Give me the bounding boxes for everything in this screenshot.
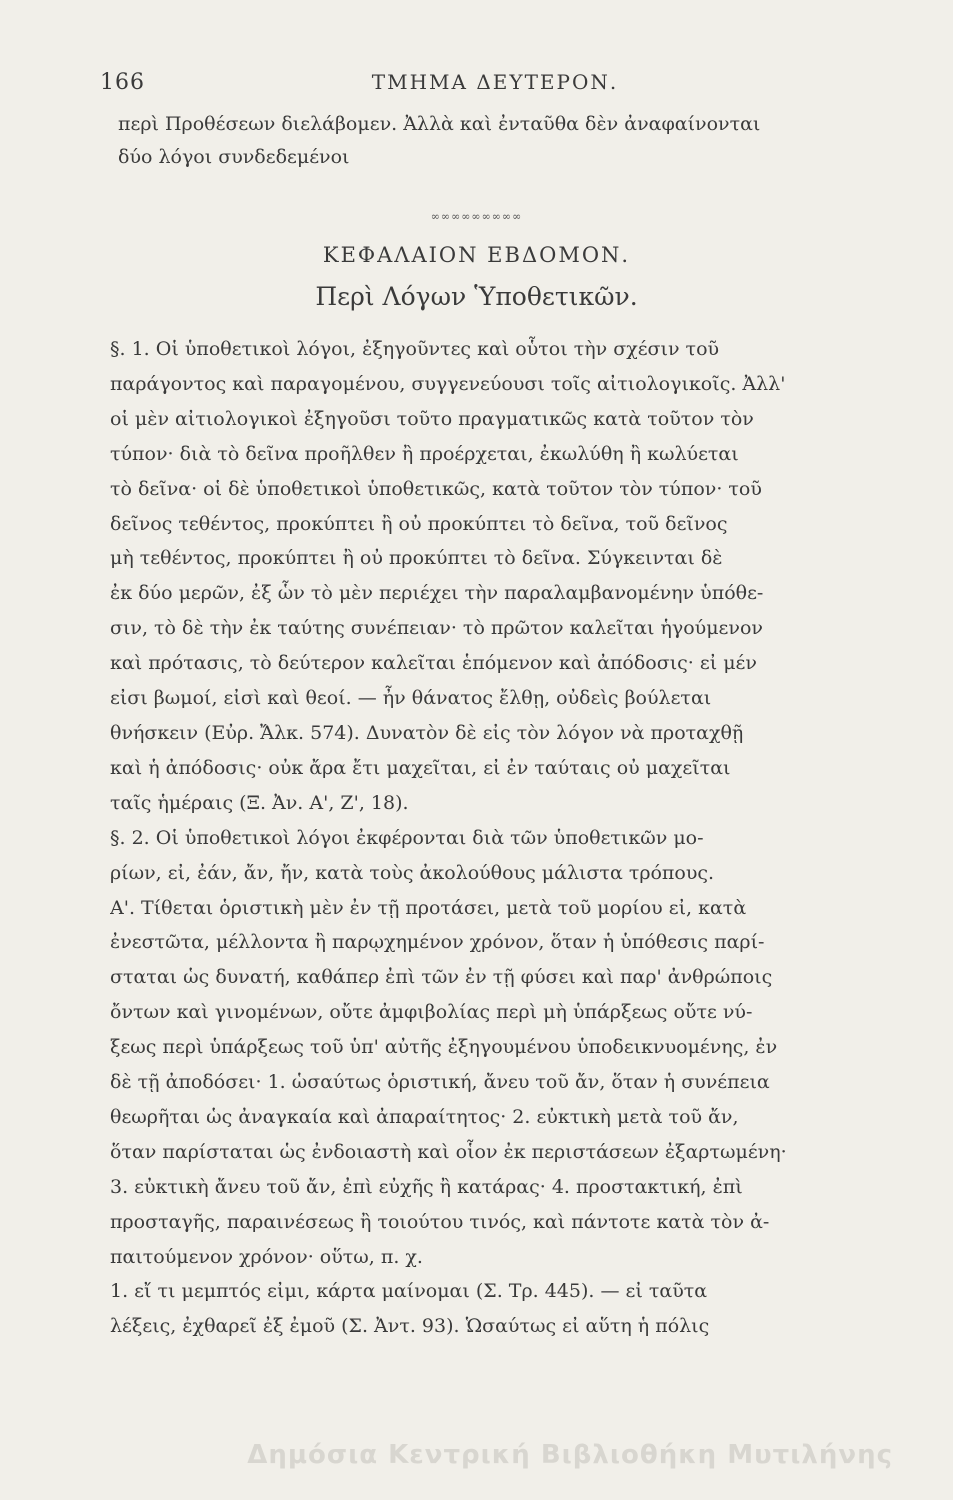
- body-text: [110, 332, 880, 1344]
- text-line: ὅταν παρίσταται ὡς ἐνδοιαστὴ καὶ οἷον ἐκ περιστάσεων ἐξαρτωμένη·: [110, 1140, 787, 1163]
- text-line: τύπον· διὰ τὸ δεῖνα προῆλθεν ἢ προέρχεται, ἐκωλύθη ἢ κωλύεται: [110, 442, 739, 465]
- decorative-rule: ∞∞∞∞∞∞∞∞∞: [430, 210, 523, 223]
- text-line: ἐκ δύο μερῶν, ἐξ ὧν τὸ μὲν περιέχει τὴν παραλαμβανομένην ὑπόθε-: [110, 582, 764, 605]
- intro-text: [118, 108, 878, 174]
- text-line: ξεως περὶ ὑπάρξεως τοῦ ὑπ' αὐτῆς ἐξηγουμένου ὑποδεικνυομένης, ἐν: [110, 1036, 778, 1059]
- text-line: μὴ τεθέντος, προκύπτει ἢ οὐ προκύπτει τὸ δεῖνα. Σύγκεινται δὲ: [110, 547, 723, 570]
- text-line: εἰσι βωμοί, εἰσὶ καὶ θεοί. — ἦν θάνατος ἔλθῃ, οὐδεὶς βούλεται: [110, 687, 712, 710]
- text-line: οἱ μὲν αἰτιολογικοὶ ἐξηγοῦσι τοῦτο πραγματικῶς κατὰ τοῦτον τὸν: [110, 407, 754, 430]
- text-line: ὄντων καὶ γινομένων, οὔτε ἀμφιβολίας περὶ μὴ ὑπάρξεως οὔτε νύ-: [110, 1001, 753, 1024]
- text-line: θνήσκειν (Εὐρ. Ἄλκ. 574). Δυνατὸν δὲ εἰς τὸν λόγον νὰ προταχθῇ: [110, 721, 744, 744]
- text-line: 3. εὐκτικὴ ἄνευ τοῦ ἄν, ἐπὶ εὐχῆς ἢ κατάρας· 4. προστακτική, ἐπὶ: [110, 1175, 743, 1198]
- text-line: προσταγῆς, παραινέσεως ἢ τοιούτου τινός, καὶ πάντοτε κατὰ τὸν ἀ-: [110, 1210, 770, 1233]
- section-title: ΤΜΗΜΑ ΔΕΥΤΕΡΟΝ.: [371, 70, 619, 94]
- text-line: θεωρῆται ὡς ἀναγκαία καὶ ἀπαραίτητος· 2. εὐκτικὴ μετὰ τοῦ ἄν,: [110, 1105, 739, 1128]
- text-line: λέξεις, ἐχθαρεῖ ἐξ ἐμοῦ (Σ. Ἀντ. 93). Ὡσαύτως εἰ αὕτη ἡ πόλις: [110, 1315, 710, 1338]
- library-watermark: Δημόσια Κεντρική Βιβλιοθήκη Μυτιλήνης: [247, 1440, 893, 1470]
- text-line: καὶ ἡ ἀπόδοσις· οὐκ ἄρα ἔτι μαχεῖται, εἰ ἐν ταύταις οὐ μαχεῖται: [110, 756, 731, 779]
- page-number: 166: [100, 70, 145, 95]
- text-line: τὸ δεῖνα· οἱ δὲ ὑποθετικοὶ ὑποθετικῶς, κατὰ τοῦτον τὸν τύπον· τοῦ: [110, 477, 762, 500]
- running-head: [100, 70, 890, 104]
- text-line: παράγοντος καὶ παραγομένου, συγγενεύουσι τοῖς αἰτιολογικοῖς. Ἀλλ': [110, 372, 786, 395]
- text-line: περὶ Προθέσεων διελάβομεν. Ἀλλὰ καὶ ἐνταῦθα δὲν ἀναφαίνονται: [118, 113, 761, 135]
- text-line: καὶ πρότασις, τὸ δεύτερον καλεῖται ἑπόμενον καὶ ἀπόδοσις· εἰ μέν: [110, 652, 757, 675]
- text-line: 1. εἴ τι μεμπτός εἰμι, κάρτα μαίνομαι (Σ. Τρ. 445). — εἰ ταῦτα: [110, 1280, 708, 1303]
- text-line: Α'. Τίθεται ὁριστικὴ μὲν ἐν τῇ προτάσει, μετὰ τοῦ μορίου εἰ, κατὰ: [110, 896, 747, 919]
- chapter-heading: ΚΕΦΑΛΑΙΟΝ ΕΒΔΟΜΟΝ.: [322, 243, 631, 267]
- text-line: §. 2. Οἱ ὑποθετικοὶ λόγοι ἐκφέρονται διὰ τῶν ὑποθετικῶν μο-: [110, 826, 704, 849]
- text-line: σιν, τὸ δὲ τὴν ἐκ ταύτης συνέπειαν· τὸ πρῶτον καλεῖται ἡγούμενον: [110, 617, 763, 640]
- text-line: ἐνεστῶτα, μέλλοντα ἢ παρῳχημένον χρόνον, ὅταν ἡ ὑπόθεσις παρί-: [110, 931, 765, 954]
- text-line: ρίων, εἰ, ἐάν, ἄν, ἤν, κατὰ τοὺς ἀκολούθους μάλιστα τρόπους.: [110, 861, 715, 884]
- text-line: δὲ τῇ ἀποδόσει· 1. ὡσαύτως ὁριστική, ἄνευ τοῦ ἄν, ὅταν ἡ συνέπεια: [110, 1071, 770, 1094]
- text-line: παιτούμενον χρόνον· οὕτω, π. χ.: [110, 1245, 423, 1268]
- text-line: δεῖνος τεθέντος, προκύπτει ἢ οὐ προκύπτει τὸ δεῖνα, τοῦ δεῖνος: [110, 512, 728, 535]
- text-line: §. 1. Οἱ ὑποθετικοὶ λόγοι, ἐξηγοῦντες καὶ οὗτοι τὴν σχέσιν τοῦ: [110, 338, 720, 360]
- text-line: δύο λόγοι συνδεδεμένοι: [118, 146, 350, 168]
- chapter-subtitle: Περὶ Λόγων Ὑποθετικῶν.: [315, 282, 638, 311]
- text-line: ταῖς ἡμέραις (Ξ. Ἀν. Α', Ζ', 18).: [110, 791, 409, 814]
- text-line: σταται ὡς δυνατή, καθάπερ ἐπὶ τῶν ἐν τῇ φύσει καὶ παρ' ἀνθρώποις: [110, 966, 773, 989]
